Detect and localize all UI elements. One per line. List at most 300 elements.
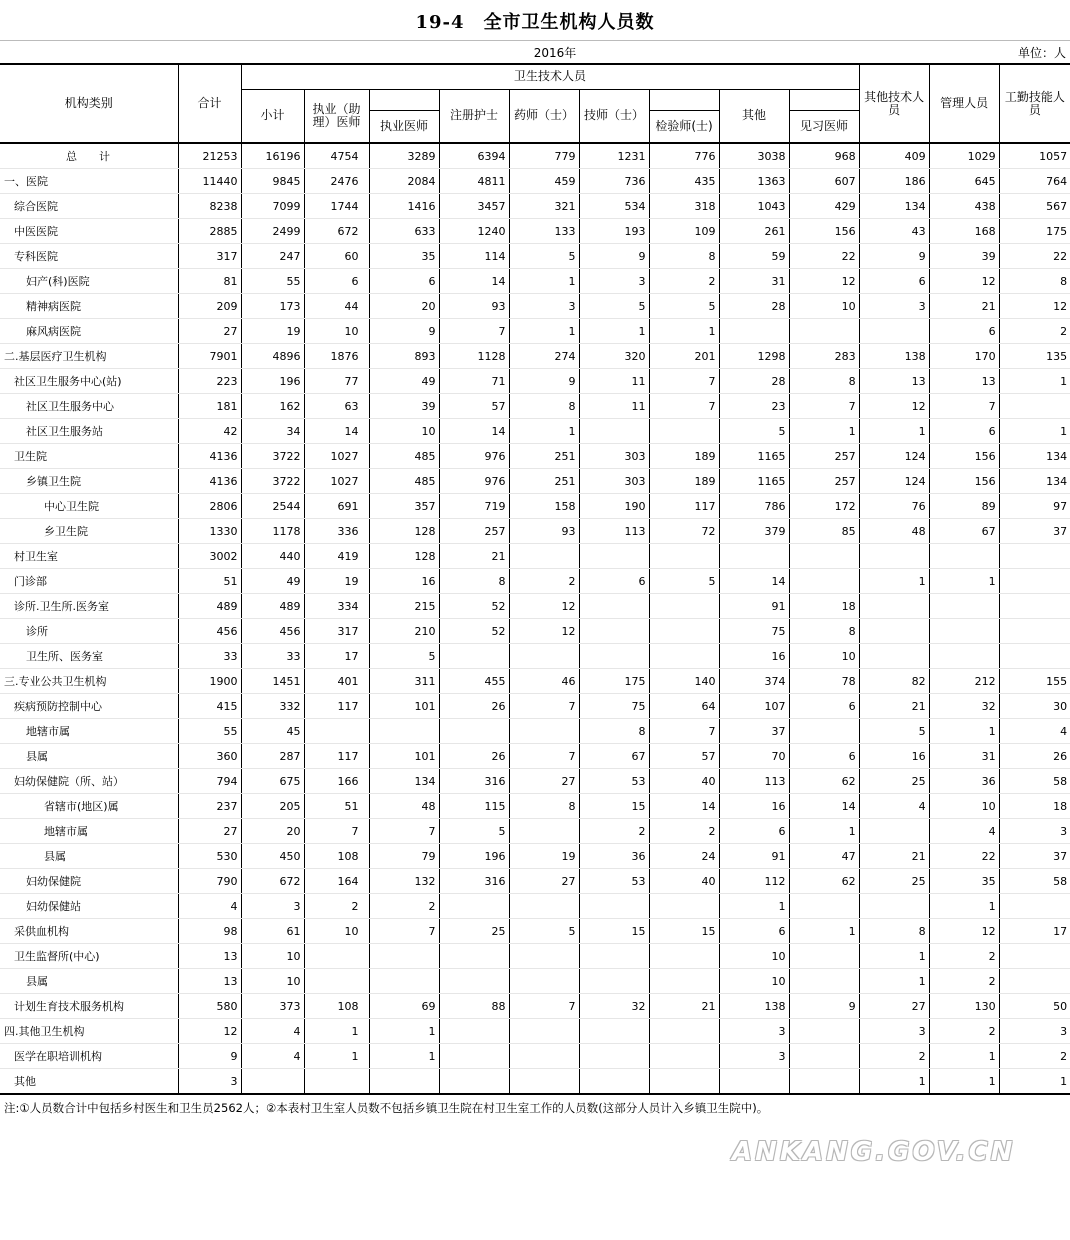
cell-value: 2885 [178, 219, 241, 244]
cell-value: 456 [178, 619, 241, 644]
cell-value: 58 [999, 769, 1070, 794]
cell-value: 9 [369, 319, 439, 344]
cell-value: 6 [929, 419, 999, 444]
cell-value: 2476 [304, 169, 369, 194]
cell-value: 81 [178, 269, 241, 294]
cell-value: 251 [509, 469, 579, 494]
cell-value: 459 [509, 169, 579, 194]
row-label: 妇幼保健站 [0, 894, 178, 919]
cell-value: 62 [789, 869, 859, 894]
cell-value [649, 619, 719, 644]
cell-value: 2 [999, 319, 1070, 344]
cell-value: 321 [509, 194, 579, 219]
cell-value: 39 [929, 244, 999, 269]
row-label: 卫生所、医务室 [0, 644, 178, 669]
cell-value: 7 [369, 819, 439, 844]
cell-value: 8 [789, 619, 859, 644]
footnote: 注:①人员数合计中包括乡村医生和卫生员2562人；②本表村卫生室人员数不包括乡镇卫生院在村卫生室工作的人员数(这部分人员计入乡镇卫生院中)。 [4, 1101, 769, 1115]
row-label: 乡卫生院 [0, 519, 178, 544]
cell-value: 261 [719, 219, 789, 244]
cell-value: 5 [509, 244, 579, 269]
cell-value: 117 [304, 744, 369, 769]
cell-value: 4136 [178, 469, 241, 494]
table-body [0, 143, 1070, 1094]
cell-value: 82 [859, 669, 929, 694]
cell-value [789, 544, 859, 569]
cell-value [369, 944, 439, 969]
cell-value [579, 544, 649, 569]
cell-value: 10 [304, 919, 369, 944]
cell-value: 1 [859, 944, 929, 969]
cell-value [509, 1069, 579, 1095]
header-practitioner: 执业医师 [369, 110, 439, 143]
cell-value: 4754 [304, 143, 369, 169]
cell-value: 93 [439, 294, 509, 319]
cell-value: 27 [509, 869, 579, 894]
cell-value [509, 719, 579, 744]
cell-value: 75 [719, 619, 789, 644]
cell-value [579, 419, 649, 444]
header-health-tech: 卫生技术人员 [241, 64, 859, 89]
cell-value: 48 [859, 519, 929, 544]
cell-value: 1165 [719, 469, 789, 494]
cell-value [439, 1069, 509, 1095]
header-subtotal: 小计 [241, 89, 304, 143]
cell-value: 26 [439, 744, 509, 769]
cell-value: 2 [929, 969, 999, 994]
cell-value: 17 [999, 919, 1070, 944]
cell-value: 72 [649, 519, 719, 544]
cell-value [579, 944, 649, 969]
cell-value: 303 [579, 469, 649, 494]
cell-value: 9 [859, 244, 929, 269]
cell-value [929, 619, 999, 644]
cell-value: 89 [929, 494, 999, 519]
cell-value: 101 [369, 694, 439, 719]
table-row [0, 169, 1070, 194]
cell-value: 12 [178, 1019, 241, 1044]
cell-value: 37 [999, 519, 1070, 544]
cell-value [999, 544, 1070, 569]
cell-value: 1057 [999, 143, 1070, 169]
row-label: 疾病预防控制中心 [0, 694, 178, 719]
cell-value [579, 969, 649, 994]
cell-value: 164 [304, 869, 369, 894]
cell-value [579, 894, 649, 919]
cell-value: 27 [178, 819, 241, 844]
row-label: 诊所 [0, 619, 178, 644]
cell-value: 4 [859, 794, 929, 819]
cell-value: 1 [789, 919, 859, 944]
cell-value: 25 [859, 869, 929, 894]
cell-value: 1 [929, 894, 999, 919]
row-label: 县属 [0, 744, 178, 769]
cell-value [649, 644, 719, 669]
cell-value: 37 [719, 719, 789, 744]
header-spacer-1 [369, 89, 439, 110]
unit-label: 单位：人 [1017, 46, 1066, 60]
row-label: 医学在职培训机构 [0, 1044, 178, 1069]
table-row [0, 994, 1070, 1019]
cell-value [439, 969, 509, 994]
cell-value: 287 [241, 744, 304, 769]
row-label: 二.基层医疗卫生机构 [0, 344, 178, 369]
cell-value [649, 419, 719, 444]
cell-value: 27 [178, 319, 241, 344]
cell-value: 1027 [304, 444, 369, 469]
cell-value [789, 969, 859, 994]
cell-value: 156 [789, 219, 859, 244]
cell-value: 18 [789, 594, 859, 619]
cell-value: 19 [304, 569, 369, 594]
row-label: 卫生监督所(中心) [0, 944, 178, 969]
cell-value: 17 [304, 644, 369, 669]
cell-value [999, 944, 1070, 969]
cell-value: 21 [859, 694, 929, 719]
cell-value: 27 [509, 769, 579, 794]
row-label: 门诊部 [0, 569, 178, 594]
cell-value: 42 [178, 419, 241, 444]
cell-value: 2 [649, 819, 719, 844]
cell-value [509, 1019, 579, 1044]
cell-value: 14 [789, 794, 859, 819]
cell-value: 91 [719, 594, 789, 619]
row-label: 卫生院 [0, 444, 178, 469]
cell-value: 2 [929, 944, 999, 969]
cell-value: 21 [439, 544, 509, 569]
cell-value: 108 [304, 844, 369, 869]
cell-value: 60 [304, 244, 369, 269]
cell-value: 6 [719, 819, 789, 844]
cell-value: 52 [439, 619, 509, 644]
table-row [0, 944, 1070, 969]
table-row [0, 794, 1070, 819]
cell-value: 311 [369, 669, 439, 694]
cell-value: 332 [241, 694, 304, 719]
cell-value: 172 [789, 494, 859, 519]
cell-value: 190 [579, 494, 649, 519]
cell-value: 3722 [241, 444, 304, 469]
cell-value: 15 [649, 919, 719, 944]
table-row [0, 494, 1070, 519]
cell-value [241, 1069, 304, 1095]
cell-value: 13 [859, 369, 929, 394]
cell-value: 25 [439, 919, 509, 944]
cell-value: 26 [999, 744, 1070, 769]
header-practitioner-assist: 执业（助理）医师 [304, 89, 369, 143]
cell-value: 776 [649, 143, 719, 169]
cell-value: 316 [439, 769, 509, 794]
header-technician: 技师（士） [579, 89, 649, 143]
cell-value: 133 [509, 219, 579, 244]
cell-value: 1 [999, 419, 1070, 444]
cell-value: 130 [929, 994, 999, 1019]
cell-value: 124 [859, 469, 929, 494]
cell-value: 9845 [241, 169, 304, 194]
cell-value: 196 [241, 369, 304, 394]
cell-value: 53 [579, 769, 649, 794]
cell-value: 8238 [178, 194, 241, 219]
table-row [0, 719, 1070, 744]
cell-value: 14 [304, 419, 369, 444]
cell-value: 11 [579, 394, 649, 419]
year-label: 2016年 [533, 46, 577, 60]
table-row [0, 894, 1070, 919]
cell-value: 132 [369, 869, 439, 894]
cell-value: 10 [719, 969, 789, 994]
staff-table [0, 63, 1070, 1095]
cell-value: 247 [241, 244, 304, 269]
cell-value: 1363 [719, 169, 789, 194]
cell-value: 85 [789, 519, 859, 544]
cell-value: 2 [509, 569, 579, 594]
cell-value: 117 [304, 694, 369, 719]
cell-value: 1 [999, 1069, 1070, 1095]
title-divider [0, 40, 1070, 41]
cell-value [439, 1019, 509, 1044]
cell-value: 6 [579, 569, 649, 594]
cell-value: 1029 [929, 143, 999, 169]
cell-value: 1027 [304, 469, 369, 494]
cell-value: 607 [789, 169, 859, 194]
cell-value: 373 [241, 994, 304, 1019]
cell-value: 1416 [369, 194, 439, 219]
cell-value: 6 [859, 269, 929, 294]
cell-value: 40 [649, 869, 719, 894]
cell-value: 124 [859, 444, 929, 469]
cell-value: 134 [859, 194, 929, 219]
cell-value: 18 [999, 794, 1070, 819]
cell-value: 274 [509, 344, 579, 369]
cell-value: 968 [789, 143, 859, 169]
cell-value: 374 [719, 669, 789, 694]
cell-value: 1 [509, 419, 579, 444]
cell-value: 2 [304, 894, 369, 919]
cell-value: 13 [178, 944, 241, 969]
row-label: 妇幼保健院（所、站） [0, 769, 178, 794]
cell-value: 357 [369, 494, 439, 519]
cell-value: 71 [439, 369, 509, 394]
header-total: 合计 [178, 64, 241, 143]
table-row [0, 919, 1070, 944]
cell-value: 34 [241, 419, 304, 444]
cell-value: 6 [929, 319, 999, 344]
row-label: 地辖市属 [0, 719, 178, 744]
cell-value: 30 [999, 694, 1070, 719]
cell-value [579, 1044, 649, 1069]
cell-value: 28 [719, 369, 789, 394]
cell-value [509, 544, 579, 569]
cell-value: 112 [719, 869, 789, 894]
cell-value: 33 [178, 644, 241, 669]
cell-value: 534 [579, 194, 649, 219]
page-title: 19-4 全市卫生机构人员数 [415, 12, 655, 33]
cell-value: 1 [999, 369, 1070, 394]
cell-value [579, 594, 649, 619]
cell-value: 1330 [178, 519, 241, 544]
cell-value: 12 [999, 294, 1070, 319]
table-row [0, 269, 1070, 294]
cell-value: 1240 [439, 219, 509, 244]
cell-value: 20 [369, 294, 439, 319]
cell-value: 114 [439, 244, 509, 269]
cell-value: 27 [859, 994, 929, 1019]
cell-value: 10 [929, 794, 999, 819]
cell-value: 32 [579, 994, 649, 1019]
cell-value: 35 [929, 869, 999, 894]
cell-value: 15 [579, 794, 649, 819]
row-label: 麻风病医院 [0, 319, 178, 344]
cell-value: 317 [178, 244, 241, 269]
cell-value: 2 [929, 1019, 999, 1044]
cell-value: 115 [439, 794, 509, 819]
row-label: 中心卫生院 [0, 494, 178, 519]
cell-value: 334 [304, 594, 369, 619]
header-spacer-2 [649, 89, 719, 110]
cell-value: 1876 [304, 344, 369, 369]
row-label: 总 计 [0, 143, 178, 169]
cell-value: 189 [649, 469, 719, 494]
table-row [0, 869, 1070, 894]
cell-value: 1 [789, 819, 859, 844]
cell-value: 736 [579, 169, 649, 194]
cell-value: 435 [649, 169, 719, 194]
cell-value: 51 [304, 794, 369, 819]
cell-value: 26 [439, 694, 509, 719]
cell-value: 3 [178, 1069, 241, 1095]
cell-value: 633 [369, 219, 439, 244]
cell-value: 76 [859, 494, 929, 519]
cell-value [509, 894, 579, 919]
table-row [0, 369, 1070, 394]
cell-value: 3 [579, 269, 649, 294]
cell-value: 1231 [579, 143, 649, 169]
cell-value: 1 [304, 1044, 369, 1069]
row-label: 精神病医院 [0, 294, 178, 319]
cell-value: 215 [369, 594, 439, 619]
cell-value: 3 [999, 819, 1070, 844]
table-row [0, 744, 1070, 769]
cell-value: 91 [719, 844, 789, 869]
cell-value: 6 [369, 269, 439, 294]
cell-value: 210 [369, 619, 439, 644]
cell-value: 134 [999, 444, 1070, 469]
cell-value: 318 [649, 194, 719, 219]
cell-value [859, 544, 929, 569]
cell-value [304, 1069, 369, 1095]
cell-value [369, 969, 439, 994]
cell-value [929, 644, 999, 669]
header-spacer-3 [789, 89, 859, 110]
table-row [0, 594, 1070, 619]
table-header [0, 64, 1070, 143]
cell-value [439, 644, 509, 669]
cell-value [369, 1069, 439, 1095]
cell-value: 10 [304, 319, 369, 344]
cell-value: 4811 [439, 169, 509, 194]
cell-value: 8 [509, 394, 579, 419]
cell-value: 485 [369, 469, 439, 494]
cell-value: 530 [178, 844, 241, 869]
cell-value: 5 [649, 569, 719, 594]
cell-value: 5 [649, 294, 719, 319]
cell-value: 35 [369, 244, 439, 269]
cell-value: 1 [859, 569, 929, 594]
cell-value: 9 [789, 994, 859, 1019]
cell-value: 9 [178, 1044, 241, 1069]
cell-value: 4 [999, 719, 1070, 744]
cell-value: 1900 [178, 669, 241, 694]
cell-value: 37 [999, 844, 1070, 869]
cell-value: 8 [789, 369, 859, 394]
row-label: 乡镇卫生院 [0, 469, 178, 494]
cell-value: 316 [439, 869, 509, 894]
header-nurse: 注册护士 [439, 89, 509, 143]
cell-value [999, 394, 1070, 419]
cell-value [859, 894, 929, 919]
cell-value: 67 [579, 744, 649, 769]
cell-value: 93 [509, 519, 579, 544]
cell-value: 5 [579, 294, 649, 319]
cell-value: 47 [789, 844, 859, 869]
cell-value: 1128 [439, 344, 509, 369]
cell-value: 1 [369, 1044, 439, 1069]
cell-value [999, 894, 1070, 919]
cell-value: 223 [178, 369, 241, 394]
cell-value [509, 1044, 579, 1069]
cell-value: 170 [929, 344, 999, 369]
cell-value [789, 1044, 859, 1069]
cell-value [304, 719, 369, 744]
header-management: 管理人员 [929, 64, 999, 143]
cell-value: 415 [178, 694, 241, 719]
cell-value [649, 894, 719, 919]
cell-value: 61 [241, 919, 304, 944]
cell-value: 128 [369, 519, 439, 544]
cell-value: 186 [859, 169, 929, 194]
cell-value: 7 [649, 369, 719, 394]
row-label: 社区卫生服务中心 [0, 394, 178, 419]
table-row [0, 694, 1070, 719]
cell-value: 128 [369, 544, 439, 569]
cell-value [999, 569, 1070, 594]
cell-value: 360 [178, 744, 241, 769]
cell-value: 10 [241, 944, 304, 969]
cell-value: 4136 [178, 444, 241, 469]
cell-value: 719 [439, 494, 509, 519]
cell-value: 70 [719, 744, 789, 769]
table-row [0, 619, 1070, 644]
header-other-tech: 其他技术人员 [859, 64, 929, 143]
cell-value: 5 [509, 919, 579, 944]
cell-value: 16 [369, 569, 439, 594]
cell-value: 40 [649, 769, 719, 794]
cell-value: 189 [649, 444, 719, 469]
cell-value: 39 [369, 394, 439, 419]
cell-value: 113 [579, 519, 649, 544]
cell-value: 3 [859, 1019, 929, 1044]
cell-value [439, 1044, 509, 1069]
cell-value: 7099 [241, 194, 304, 219]
cell-value: 43 [859, 219, 929, 244]
cell-value: 12 [929, 269, 999, 294]
cell-value: 1165 [719, 444, 789, 469]
cell-value: 3 [859, 294, 929, 319]
cell-value: 45 [241, 719, 304, 744]
cell-value: 1 [929, 1069, 999, 1095]
cell-value: 303 [579, 444, 649, 469]
table-row [0, 444, 1070, 469]
